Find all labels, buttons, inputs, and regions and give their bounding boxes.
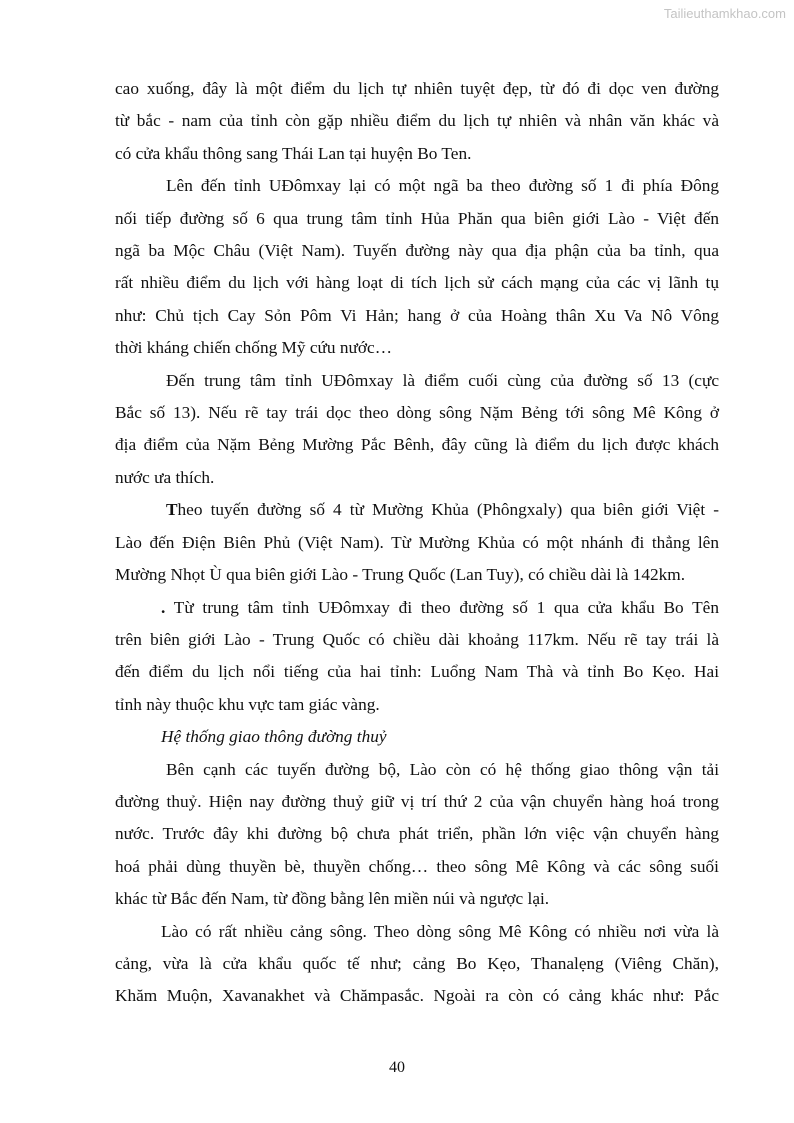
text-line: nối tiếp đường số 6 qua trung tâm tỉnh Hủa Phăn qua biên giới Lào - Việt đến [115, 208, 719, 228]
text-line: trên biên giới Lào - Trung Quốc có chiều dài khoảng 117km. Nếu rẽ tay trái là [115, 629, 719, 649]
heading-text: Hệ thống giao thông đường thuỷ [161, 727, 387, 747]
text-line: Đến trung tâm tỉnh UĐômxay là điểm cuối cùng của đường số 13 (cực [166, 370, 719, 390]
text-line: Lào có rất nhiều cảng sông. Theo dòng sông Mê Kông có nhiều nơi vừa là [161, 921, 719, 941]
paragraph-route-1-border [115, 592, 719, 722]
line-text: Từ trung tâm tỉnh UĐômxay đi theo đường số 1 qua cửa khẩu Bo Tên [165, 597, 719, 617]
text-line: rất nhiều điểm du lịch với hàng loạt di tích lịch sử cách mạng của các vị lãnh tụ [115, 273, 719, 293]
text-line [115, 494, 719, 526]
paragraph-river-ports [115, 916, 719, 1013]
paragraph-route-1 [115, 170, 719, 364]
text-line [115, 592, 719, 624]
text-line: ngã ba Mộc Châu (Việt Nam). Tuyến đường này qua địa phận của ba tỉnh, qua [115, 241, 719, 261]
text-line: Lào đến Điện Biên Phủ (Việt Nam). Từ Mường Khủa có một nhánh đi thẳng lên [115, 532, 719, 552]
text-line: cao xuống, đây là một điểm du lịch tự nhiên tuyệt đẹp, từ đó đi dọc ven đường [115, 79, 719, 98]
text-line: cảng, vừa là cửa khẩu quốc tế như; cảng Bo Kẹo, Thanalẹng (Viêng Chăn), [115, 953, 719, 973]
text-line: địa điểm của Nặm Bẻng Mường Pắc Bênh, đây cũng là điểm du lịch được khách [115, 435, 719, 455]
text-line: Bên cạnh các tuyến đường bộ, Lào còn có hệ thống giao thông vận tải [166, 759, 719, 779]
paragraph-route-4 [115, 494, 719, 591]
watermark-text: Tailieuthamkhao.com [663, 6, 786, 21]
text-line: nước ưa thích. [115, 467, 215, 487]
text-line: Mường Nhọt Ù qua biên giới Lào - Trung Quốc (Lan Tuy), có chiều dài là 142km. [115, 565, 686, 585]
line-text: heo tuyến đường số 4 từ Mường Khủa (Phôngxaly) qua biên giới Việt - [177, 500, 719, 520]
paragraph-route-13 [115, 365, 719, 495]
paragraph-waterway [115, 754, 719, 916]
text-line: đến điểm du lịch nổi tiếng của hai tỉnh: Luổng Nam Thà và tỉnh Bo Kẹo. Hai [115, 662, 719, 682]
text-line: thời kháng chiến chống Mỹ cứu nước… [115, 338, 392, 358]
document-body [115, 73, 719, 1013]
text-line: Bắc số 13). Nếu rẽ tay trái dọc theo dòng sông Nặm Bẻng tới sông Mê Kông ở [115, 403, 719, 423]
text-line: hoá phải dùng thuyền bè, thuyền chống… theo sông Mê Kông và các sông suối [115, 856, 719, 876]
text-line: nước. Trước đây khi đường bộ chưa phát triển, phần lớn việc vận chuyển hàng [115, 824, 719, 844]
paragraph-continuation [115, 73, 719, 170]
text-line: đường thuỷ. Hiện nay đường thuỷ giữ vị trí thứ 2 của vận chuyển hàng hoá trong [115, 791, 719, 811]
section-heading [115, 721, 719, 753]
text-line: từ bắc - nam của tỉnh còn gặp nhiều điểm du lịch tự nhiên và nhân văn khác và [115, 111, 719, 131]
text-line: Lên đến tỉnh UĐômxay lại có một ngã ba theo đường số 1 đi phía Đông [166, 176, 719, 196]
text-line: khác từ Bắc đến Nam, từ đồng bằng lên miền núi và ngược lại. [115, 889, 550, 909]
lead-mark: . [161, 597, 166, 617]
text-line: Khăm Muộn, Xavanakhet và Chămpasắc. Ngoài ra còn có cảng khác như: Pắc [115, 986, 719, 1006]
text-line: tỉnh này thuộc khu vực tam giác vàng. [115, 694, 380, 714]
page-number: 40 [389, 1059, 405, 1076]
text-line: có cửa khẩu thông sang Thái Lan tại huyện Bo Ten. [115, 143, 472, 163]
text-line: như: Chủ tịch Cay Sỏn Pôm Vi Hản; hang ở của Hoàng thân Xu Va Nô Vông [115, 305, 719, 325]
lead-letter: T [166, 500, 178, 520]
